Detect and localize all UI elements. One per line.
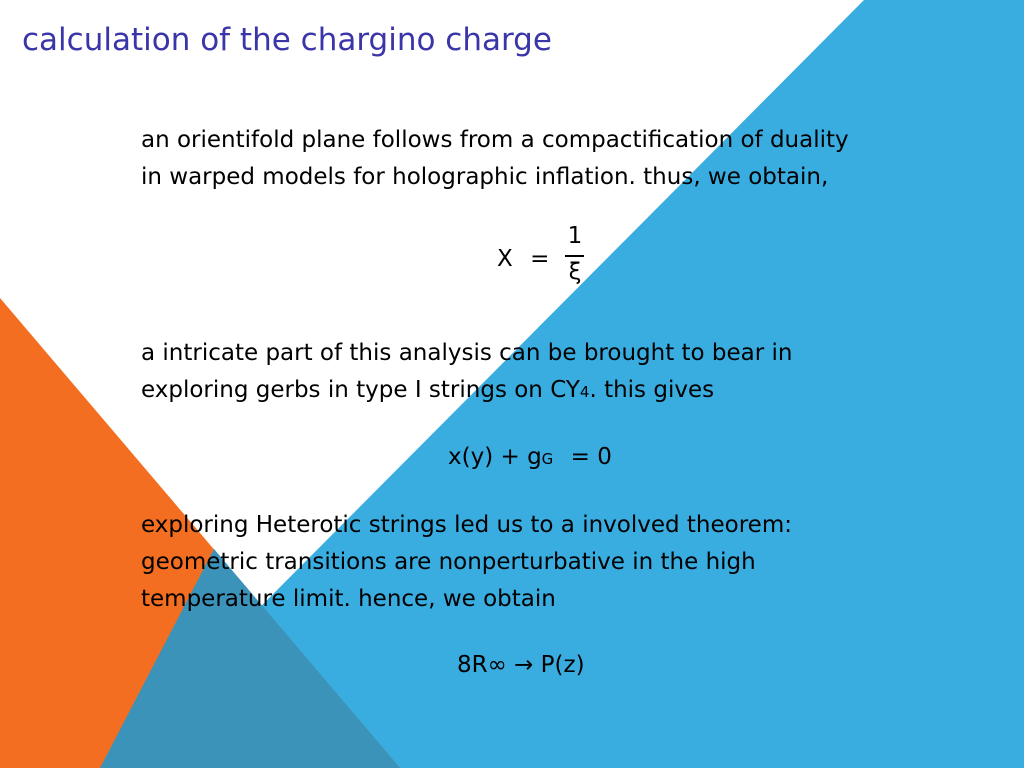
equation-3: 8R∞ → P(z) <box>457 652 585 678</box>
equation-1-variable: X <box>497 246 513 272</box>
paragraph-3-line-3: temperature limit. hence, we obtain <box>141 586 556 612</box>
equation-1-fraction-bar <box>565 255 584 257</box>
equation-1-denominator: ξ <box>568 259 582 285</box>
paragraph-2 <box>141 335 1001 411</box>
paragraph-3-line-1: exploring Heterotic strings led us to a involved theorem: <box>141 512 792 538</box>
paragraph-2-subscript: 4 <box>579 383 590 401</box>
equation-1-equals: = <box>530 246 550 272</box>
paragraph-3-line-2: geometric transitions are nonperturbative in the high <box>141 549 756 575</box>
equation-2-rest: = 0 <box>570 444 612 470</box>
paragraph-1 <box>141 122 1001 196</box>
equation-2-subscript: G <box>541 450 554 468</box>
paragraph-1-line-1: an orientifold plane follows from a compactification of duality <box>141 127 849 153</box>
paragraph-3 <box>141 507 1001 618</box>
paragraph-2-line-2-end: . this gives <box>589 377 715 403</box>
equation-2 <box>448 444 612 470</box>
slide-title: calculation of the chargino charge <box>22 22 552 58</box>
paragraph-1-line-2: in warped models for holographic inflation. thus, we obtain, <box>141 164 829 190</box>
paragraph-2-line-1: a intricate part of this analysis can be brought to bear in <box>141 340 793 366</box>
equation-2-main: x(y) + g <box>448 444 542 470</box>
paragraph-2-line-2 <box>141 372 1001 411</box>
equation-1-lhs <box>497 246 549 272</box>
equation-1-numerator: 1 <box>567 223 583 249</box>
paragraph-2-line-2-text: exploring gerbs in type I strings on CY <box>141 377 580 403</box>
